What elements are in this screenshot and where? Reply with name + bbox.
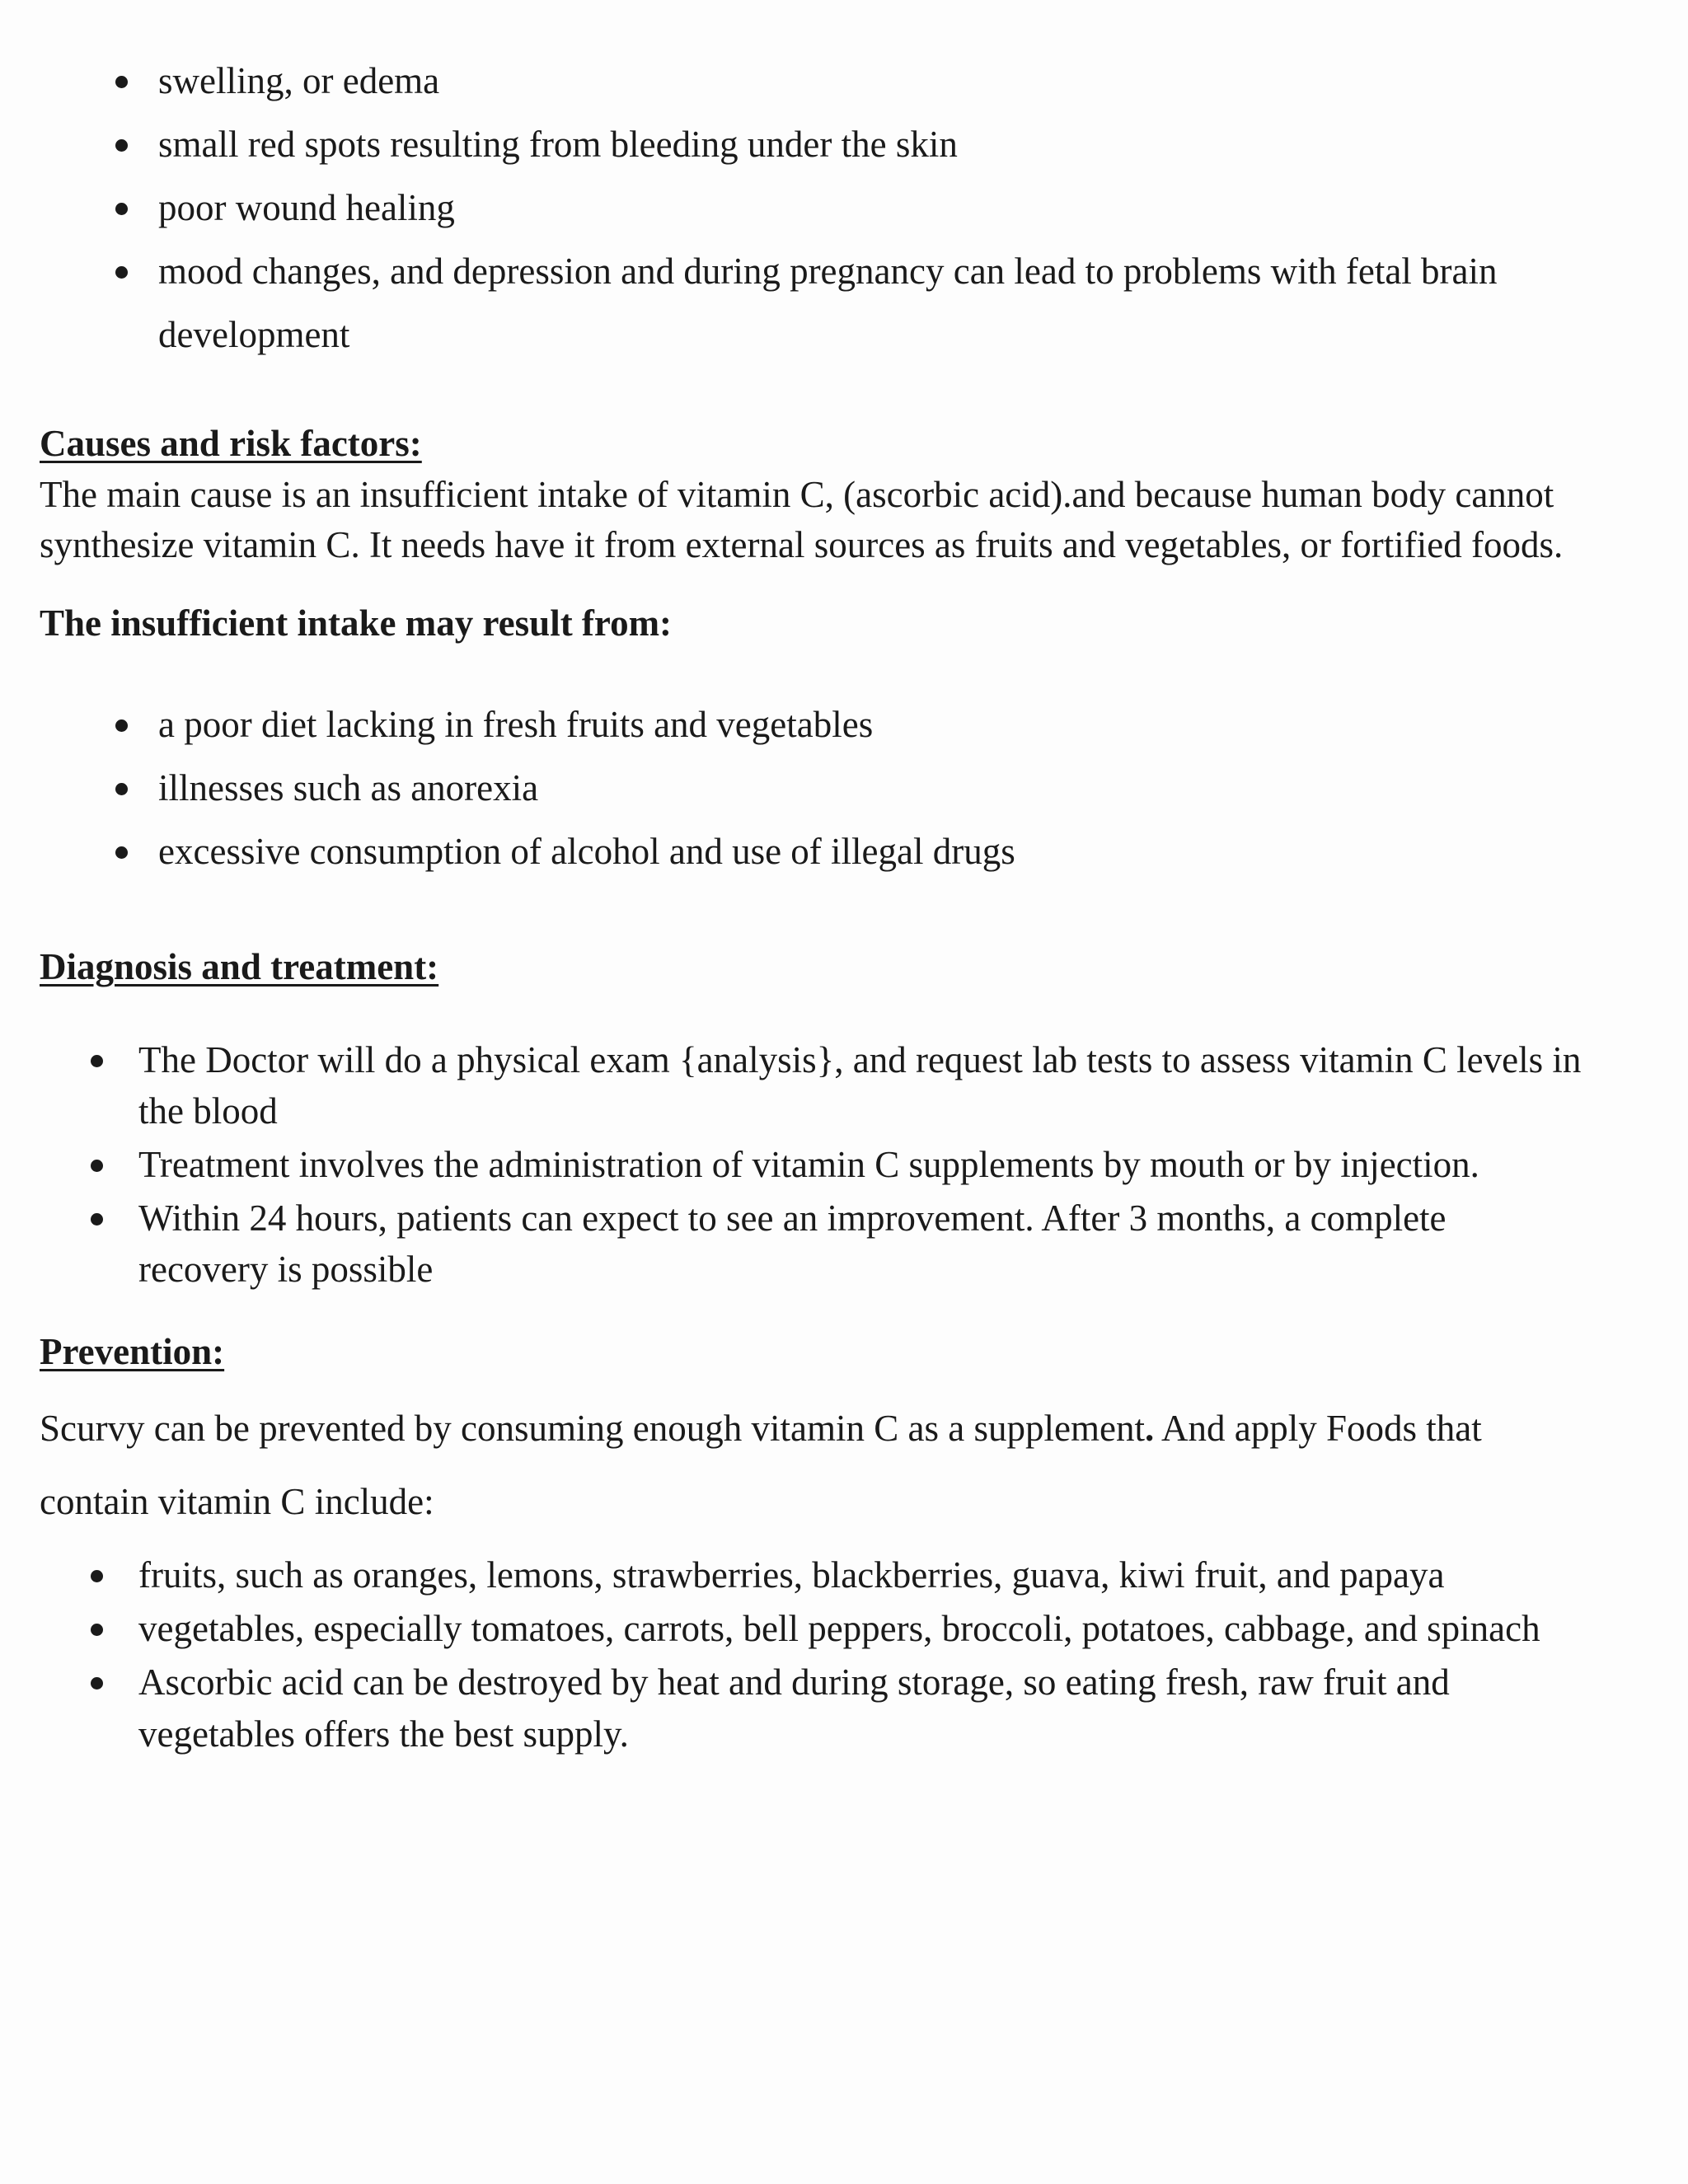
- food-item: Ascorbic acid can be destroyed by heat and during storage, so eating fresh, raw fruit and: [138, 1661, 1450, 1703]
- prevention-paragraph-line: [40, 1404, 1482, 1453]
- diagnosis-item: Treatment involves the administration of vitamin C supplements by mouth or by injection.: [138, 1144, 1479, 1185]
- food-item-continuation: vegetables offers the best supply.: [138, 1713, 629, 1755]
- bullet-icon: [115, 719, 128, 732]
- bullet-icon: [91, 1055, 103, 1067]
- bullet-icon: [91, 1677, 103, 1690]
- prevention-period: .: [1144, 1408, 1155, 1449]
- bullet-icon: [115, 203, 128, 215]
- symptom-item: poor wound healing: [158, 187, 455, 228]
- prevention-text: And apply Foods that: [1154, 1408, 1482, 1449]
- causes-paragraph-line: synthesize vitamin C. It needs have it from external sources as fruits and vegetables, or fortified foods.: [40, 524, 1564, 565]
- symptom-item: swelling, or edema: [158, 60, 440, 101]
- bullet-icon: [115, 139, 128, 152]
- bullet-icon: [115, 76, 128, 88]
- diagnosis-item-continuation: the blood: [138, 1090, 278, 1132]
- causes-heading: Causes and risk factors:: [40, 423, 422, 464]
- bullet-icon: [115, 846, 128, 859]
- bullet-icon: [115, 783, 128, 795]
- prevention-text: Scurvy can be prevented by consuming enough vitamin C as a supplement: [40, 1408, 1145, 1449]
- diagnosis-item-continuation: recovery is possible: [138, 1249, 434, 1290]
- cause-item: excessive consumption of alcohol and use of illegal drugs: [158, 831, 1015, 872]
- diagnosis-item: The Doctor will do a physical exam {analysis}, and request lab tests to assess vitamin C levels in: [138, 1039, 1582, 1080]
- symptom-item: small red spots resulting from bleeding under the skin: [158, 124, 958, 165]
- diagnosis-heading: Diagnosis and treatment:: [40, 946, 439, 987]
- diagnosis-item: Within 24 hours, patients can expect to see an improvement. After 3 months, a complete: [138, 1197, 1447, 1239]
- cause-item: a poor diet lacking in fresh fruits and vegetables: [158, 704, 874, 745]
- causes-paragraph-line: The main cause is an insufficient intake of vitamin C, (ascorbic acid).and because human body cannot: [40, 474, 1554, 515]
- bullet-icon: [91, 1160, 103, 1172]
- prevention-heading: Prevention:: [40, 1331, 225, 1372]
- prevention-paragraph-line: contain vitamin C include:: [40, 1481, 434, 1522]
- cause-item: illnesses such as anorexia: [158, 767, 539, 808]
- bullet-icon: [91, 1213, 103, 1226]
- bullet-icon: [91, 1624, 103, 1636]
- food-item: vegetables, especially tomatoes, carrots, bell peppers, broccoli, potatoes, cabbage, and spinach: [138, 1608, 1540, 1649]
- bullet-icon: [91, 1570, 103, 1582]
- symptom-item-continuation: development: [158, 314, 350, 355]
- food-item: fruits, such as oranges, lemons, strawberries, blackberries, guava, kiwi fruit, and papaya: [138, 1554, 1445, 1596]
- symptom-item: mood changes, and depression and during pregnancy can lead to problems with fetal brain: [158, 251, 1498, 292]
- bullet-icon: [115, 266, 128, 279]
- insufficient-intake-subheading: The insufficient intake may result from:: [40, 602, 673, 644]
